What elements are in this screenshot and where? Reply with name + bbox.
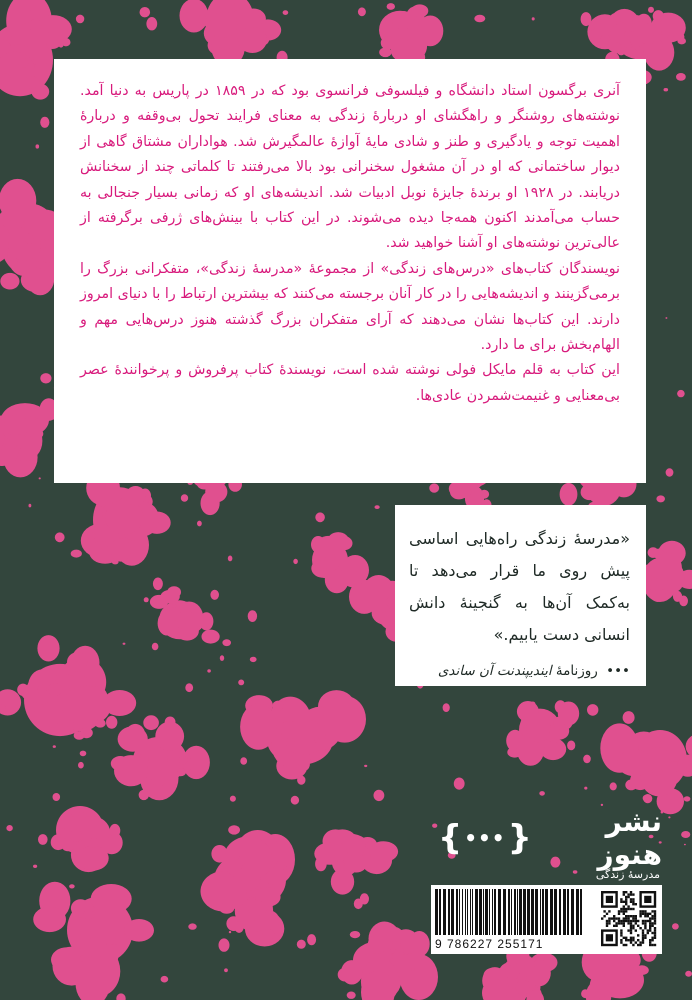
- quote-source-prefix: روزنامهٔ: [555, 663, 598, 679]
- blurb-paragraph-3: این کتاب به قلم مایکل فولی نوشته شده است، نویسندهٔ کتاب پرفروش و پرخوانندهٔ عصر بی‌معنایی و غنیمت‌شمردن عادی‌ها.: [80, 362, 620, 404]
- description-panel: [54, 59, 646, 483]
- barcode-area: [431, 885, 662, 954]
- brace-left-icon: {: [438, 818, 463, 858]
- brace-right-icon: }: [507, 818, 532, 858]
- qr-code-icon: [601, 891, 656, 946]
- blurb-paragraph-1: آنری برگسون استاد دانشگاه و فیلسوفی فرانسوی بود که در ۱۸۵۹ در پاریس به دنیا آمد. نوشته‌های روشنگر و راهگشای او دربارهٔ زندگی به معنای فرایند تحول بی‌وقفه و دربارهٔ اهمیت توجه و یادگیری و طنز و شادی مایهٔ آوازهٔ عالمگیرش شد. هواداران مشتاق گاهی از دیوار ساختمانی که او در آن مشغول سخنرانی بود بالا می‌رفتند تا کلماتی چند از سخنانش دریابند. در ۱۹۲۸ او برندهٔ جایزهٔ نوبل ادبیات شد. اندیشه‌های او که زمانی بسیار جنجالی به حساب می‌آمدند اکنون همه‌جا دیده می‌شوند. در این کتاب با بینش‌های ژرفی برگرفته از عالی‌ترین نوشته‌های او آشنا خواهید شد.: [80, 83, 620, 252]
- quote-source: [409, 655, 630, 687]
- isbn-number: 9 786227 255171: [435, 937, 544, 951]
- quote-text: «مدرسهٔ زندگی راه‌هایی اساسی پیش روی ما قرار می‌دهد تا به‌کمک آن‌ها به گنجینهٔ دانش انسانی دست یابیم.»: [409, 529, 630, 644]
- quote-source-name: ایندیپندنت آن ساندی: [437, 663, 552, 679]
- publisher-dots-icon: •••: [464, 826, 506, 850]
- publisher-name: نشر هنوز: [597, 805, 662, 871]
- quote-dots-icon: •••: [606, 663, 630, 679]
- blurb-paragraph-2: نویسندگان کتاب‌های «درس‌های زندگی» از مجموعهٔ «مدرسهٔ زندگی»، متفکرانی بزرگ را برمی‌گزینند و اندیشه‌هایی را در کار آنان برجسته می‌کنند که بیشترین ارتباط را با دنیای امروز دارند. این کتاب‌ها نشان می‌دهند که آرای متفکران بزرگ گذشته هنوز درس‌هایی مهم و الهام‌بخش برای ما دارد.: [80, 260, 620, 354]
- series-label: مدرسهٔ زندگی: [595, 868, 660, 881]
- quote-panel: [395, 505, 646, 686]
- publisher-logo: [436, 805, 662, 871]
